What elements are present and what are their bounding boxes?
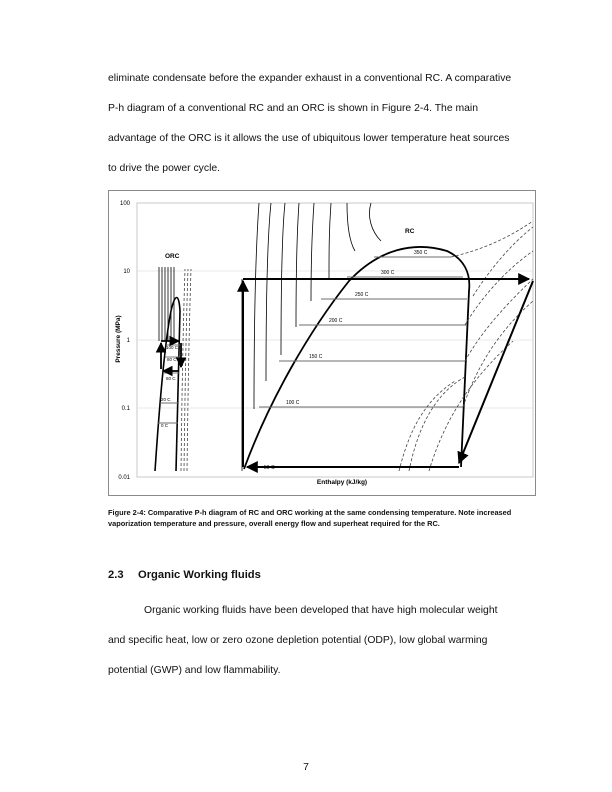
isotherm-line	[311, 203, 314, 301]
isotherm-line	[266, 203, 271, 381]
isotherm-line	[254, 203, 259, 409]
isotherm-label: 300 C	[381, 270, 395, 276]
paragraph-line: advantage of the ORC is it allows the use of ubiquitous lower temperature heat sources	[108, 133, 510, 144]
rc-saturation-dome	[244, 247, 469, 469]
paragraph-line: P-h diagram of a conventional RC and an ORC is shown in Figure 2-4. The main	[108, 103, 479, 114]
section-title: Organic Working fluids	[138, 569, 261, 581]
y-tick-label: 1	[126, 338, 130, 344]
paragraph-line: to drive the power cycle.	[108, 163, 221, 174]
vapor-isotherm	[399, 381, 455, 471]
isotherm-label: 100 C	[286, 400, 300, 406]
vapor-isotherm	[465, 279, 533, 361]
orc-vapor-isotherms	[181, 269, 191, 471]
y-tick-label: 100	[119, 201, 130, 207]
isotherm-line	[347, 203, 355, 251]
isotherm-line	[296, 203, 299, 327]
vapor-isotherm	[187, 269, 191, 471]
y-axis-label: Pressure (MPa)	[115, 315, 122, 363]
page-number: 7	[303, 762, 309, 773]
vapor-isotherm	[463, 301, 533, 407]
vapor-isotherm	[409, 377, 465, 471]
figure-caption: Figure 2-4: Comparative P-h diagram of RC and ORC working at the same condensing temperature. Note increased vaporization temperature and pressure, overall energy flow and superheat required for the RC.	[108, 508, 512, 528]
x-axis-label: Enthalpy (kJ/kg)	[316, 479, 368, 486]
isotherm-label: 80 C	[167, 357, 177, 362]
isotherm-line	[369, 203, 381, 241]
paragraph-line: Organic working fluids have been developed that have high molecular weight	[144, 605, 498, 616]
vapor-isotherm	[465, 251, 533, 325]
isotherm-line	[329, 203, 331, 279]
rc-expansion-line	[459, 281, 533, 463]
y-tick-label: 0.01	[118, 475, 130, 481]
ph-diagram-figure	[108, 190, 536, 496]
isotherm-label: 150 C	[309, 354, 323, 360]
isotherm-label: 350 C	[414, 250, 428, 256]
y-tick-label: 10	[123, 269, 130, 275]
paragraph-line: and specific heat, low or zero ozone depletion potential (ODP), low global warming	[108, 635, 488, 646]
isotherm-label: 100 C	[166, 345, 179, 350]
rc-label: RC	[405, 228, 415, 235]
orc-isotherms	[159, 267, 174, 341]
isotherm-label: 250 C	[355, 292, 369, 298]
paragraph-line: potential (GWP) and low flammability.	[108, 665, 281, 676]
rc-cycle	[243, 279, 533, 467]
isotherm-label: 0 C	[161, 423, 169, 428]
isotherm-label: 20 C	[161, 397, 171, 402]
vapor-isotherm	[451, 221, 533, 257]
rc-isotherms	[242, 203, 381, 471]
paragraph-line: eliminate condensate before the expander exhaust in a conventional RC. A comparative	[108, 73, 512, 84]
section-heading	[108, 569, 261, 581]
section-number: 2.3	[108, 569, 124, 581]
ph-diagram	[109, 191, 537, 497]
isotherm-label: 60 C	[166, 376, 176, 381]
isotherm-label: 50 C	[264, 465, 275, 471]
vapor-isotherm	[473, 227, 533, 296]
y-tick-label: 0.1	[121, 406, 130, 412]
orc-label: ORC	[165, 253, 180, 260]
isotherm-label: 200 C	[329, 318, 343, 324]
